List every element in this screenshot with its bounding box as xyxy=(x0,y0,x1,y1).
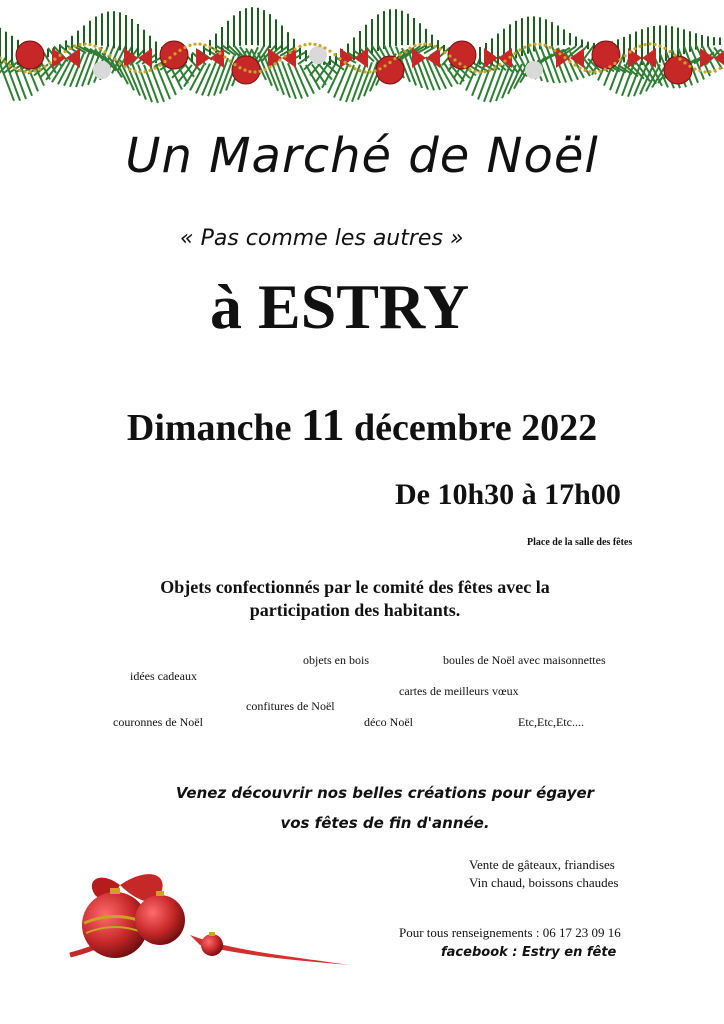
item-wood: objets en bois xyxy=(303,653,369,667)
invite-line-1: Venez découvrir nos belles créations pour égayer xyxy=(175,784,595,802)
item-wreaths: couronnes de Noël xyxy=(113,715,203,729)
item-jams: confitures de Noël xyxy=(246,699,335,713)
contact-info: Pour tous renseignements : 06 17 23 09 16 xyxy=(399,925,621,940)
event-hours: De 10h30 à 17h00 xyxy=(395,478,621,511)
poster-title: Un Marché de Noël xyxy=(125,128,599,184)
event-date xyxy=(0,398,724,451)
intro-text xyxy=(120,576,590,622)
date-weekday: Dimanche xyxy=(126,407,292,449)
event-place: à ESTRY xyxy=(210,271,470,342)
item-baubles: boules de Noël avec maisonnettes xyxy=(443,653,606,667)
date-day: 11 xyxy=(301,399,345,450)
sales-text xyxy=(469,856,618,892)
sales-line-1: Vente de gâteaux, friandises xyxy=(469,857,615,872)
facebook-link: facebook : Estry en fête xyxy=(441,945,617,960)
item-etc: Etc,Etc,Etc.... xyxy=(518,715,584,729)
invite-line-2: vos fêtes de fin d'année. xyxy=(280,814,490,832)
item-gifts: idées cadeaux xyxy=(130,669,197,683)
date-month-year: décembre 2022 xyxy=(354,407,598,449)
item-decor: déco Noël xyxy=(364,715,413,729)
poster-subtitle: « Pas comme les autres » xyxy=(180,226,464,251)
sales-line-2: Vin chaud, boissons chaudes xyxy=(469,875,619,890)
event-venue: Place de la salle des fêtes xyxy=(527,537,633,548)
invite-text xyxy=(150,778,620,838)
item-cards: cartes de meilleurs vœux xyxy=(399,684,519,698)
intro-line-1: Objets confectionnés par le comité des fêtes avec la xyxy=(160,577,550,597)
christmas-garland-icon xyxy=(0,0,724,110)
christmas-ornaments-icon xyxy=(60,855,360,975)
intro-line-2: participation des habitants. xyxy=(249,600,461,620)
